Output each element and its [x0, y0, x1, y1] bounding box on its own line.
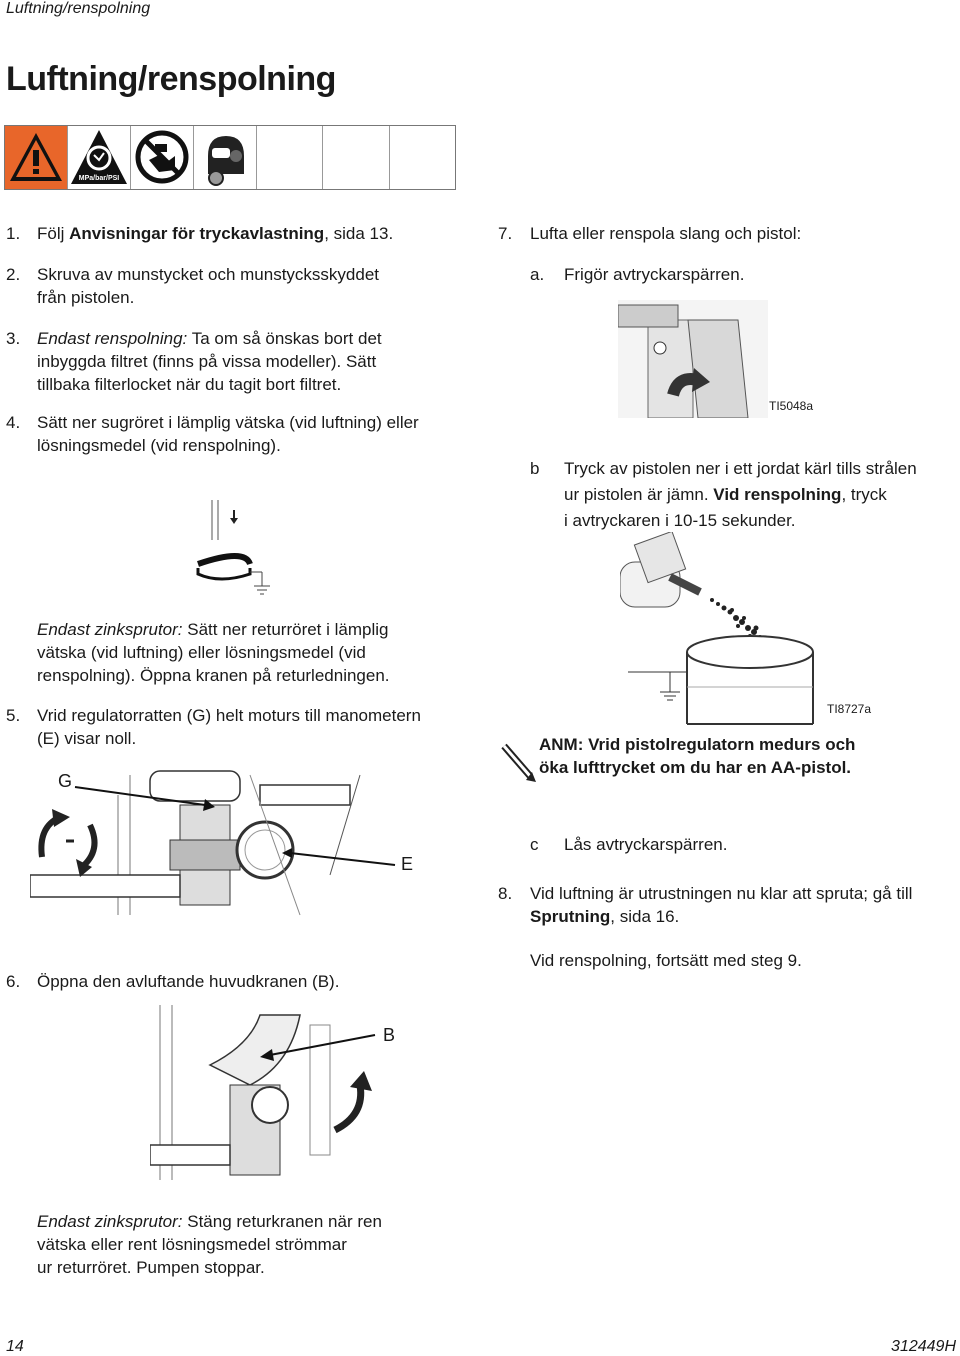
step-1 [6, 222, 466, 245]
pressure-relief-icon [68, 126, 130, 189]
link-pressure-relief[interactable]: Anvisningar för tryckavlastning [69, 224, 325, 243]
label-b: B [383, 1025, 396, 1045]
warning-cell-empty [323, 126, 389, 189]
zinc-note-1 [37, 618, 477, 687]
step-text: inbyggda filtret (finns på vissa modeller). Sätt [37, 352, 377, 371]
note-text: vätska (vid luftning) eller lösningsmedel (vid [37, 643, 366, 662]
step-text: Sätt ner sugröret i lämplig vätska (vid luftning) eller [37, 413, 419, 432]
step-6 [6, 970, 476, 993]
running-header: Luftning/renspolning [6, 0, 151, 17]
note-pencil-icon [498, 740, 538, 784]
step-text: , sida 16. [610, 907, 680, 926]
step-number: 5. [6, 706, 21, 725]
warning-exclamation-icon [5, 126, 67, 189]
step-number: 2. [6, 265, 21, 284]
step-text: Följ [37, 224, 70, 243]
step-text: , tryck [841, 485, 887, 504]
step-letter: b [530, 459, 540, 478]
step-italic-label: Endast renspolning: [37, 329, 188, 348]
note-text: ANM: Vrid pistolregulatorn medurs och [539, 735, 856, 754]
step-5 [6, 704, 476, 750]
warning-bar [4, 125, 456, 190]
note-text: öka lufttrycket om du har en AA-pistol. [539, 758, 852, 777]
step-7c [530, 833, 950, 856]
step-number: 6. [6, 972, 21, 991]
step-text: Öppna den avluftande huvudkranen (B). [37, 972, 340, 991]
label-e: E [401, 854, 414, 874]
warning-cell [194, 126, 257, 189]
step-7a [530, 263, 950, 286]
link-spraying[interactable]: Sprutning [530, 907, 611, 926]
warning-cell [131, 126, 194, 189]
step-text: från pistolen. [37, 288, 135, 307]
step-7b [530, 456, 955, 534]
trigger-lock-figure [618, 300, 768, 418]
note-text: Stäng returkranen när ren [182, 1212, 382, 1231]
flush-pail-figure [620, 532, 820, 728]
step-number: 7. [498, 224, 513, 243]
note-text: Sätt ner returröret i lämplig [182, 620, 389, 639]
document-number: 312449H [891, 1338, 956, 1355]
label-g: G [58, 771, 73, 791]
step-2 [6, 263, 466, 309]
page-number: 14 [6, 1338, 24, 1355]
step-text: Vrid regulatorratten (G) helt moturs till manometern [37, 706, 421, 725]
figure-id: TI8727a [827, 702, 872, 716]
step-text: , sida 13. [324, 224, 394, 243]
rotate-cw-icon [335, 1085, 361, 1130]
step-text: (E) visar noll. [37, 729, 137, 748]
step-number: 3. [6, 329, 21, 348]
note-aa-gun [539, 733, 939, 779]
step-text: Tryck av pistolen ner i ett jordat kärl tills strålen [564, 459, 917, 478]
warning-cell [68, 126, 131, 189]
warning-cell-empty [390, 126, 455, 189]
step-text: tillbaka filterlocket när du tagit bort filtret. [37, 375, 342, 394]
zinc-note-2 [37, 1210, 477, 1279]
step-7 [498, 222, 948, 245]
step-text: Ta om så önskas bort det [187, 329, 382, 348]
step-text: Frigör avtryckarspärren. [564, 265, 745, 284]
step-8-flush: Vid renspolning, fortsätt med steg 9. [530, 951, 802, 970]
pressure-units-text: MPa/bar/PSI [78, 175, 120, 182]
regulator-figure [30, 765, 450, 917]
warning-cell-empty [257, 126, 323, 189]
note-text: ur returröret. Pumpen stoppar. [37, 1258, 265, 1277]
step-4 [6, 411, 476, 457]
note-text: vätska eller rent lösningsmedel strömmar [37, 1235, 347, 1254]
step-text: lösningsmedel (vid renspolning). [37, 436, 281, 455]
zinc-italic-label: Endast zinksprutor: [37, 620, 183, 639]
step-letter: c [530, 835, 539, 854]
note-text: renspolning). Öppna kranen på returledningen. [37, 666, 390, 685]
step-text: ur pistolen är jämn. [564, 485, 714, 504]
step-number: 1. [6, 224, 21, 243]
step-3 [6, 327, 466, 396]
step-text: Skruva av munstycket och munstycksskyddet [37, 265, 380, 284]
step-letter: a. [530, 265, 545, 284]
warning-cell [5, 126, 68, 189]
zinc-italic-label: Endast zinksprutor: [37, 1212, 183, 1231]
step-bold-text: Vid renspolning [713, 485, 842, 504]
drain-valve-figure [150, 1005, 400, 1183]
step-8 [498, 882, 958, 928]
step-number: 8. [498, 884, 513, 903]
step-text: i avtryckaren i 10-15 sekunder. [564, 511, 796, 530]
suction-tube-figure [190, 490, 290, 605]
step-number: 4. [6, 413, 21, 432]
step-text: Lufta eller renspola slang och pistol: [530, 224, 802, 243]
step-text: Lås avtryckarspärren. [564, 835, 728, 854]
page-title: Luftning/renspolning [6, 60, 336, 98]
protective-equipment-icon [194, 126, 256, 189]
step-text: Vid luftning är utrustningen nu klar att spruta; gå till [530, 884, 913, 903]
figure-id: TI5048a [769, 399, 814, 413]
no-hands-spray-icon [131, 126, 193, 189]
